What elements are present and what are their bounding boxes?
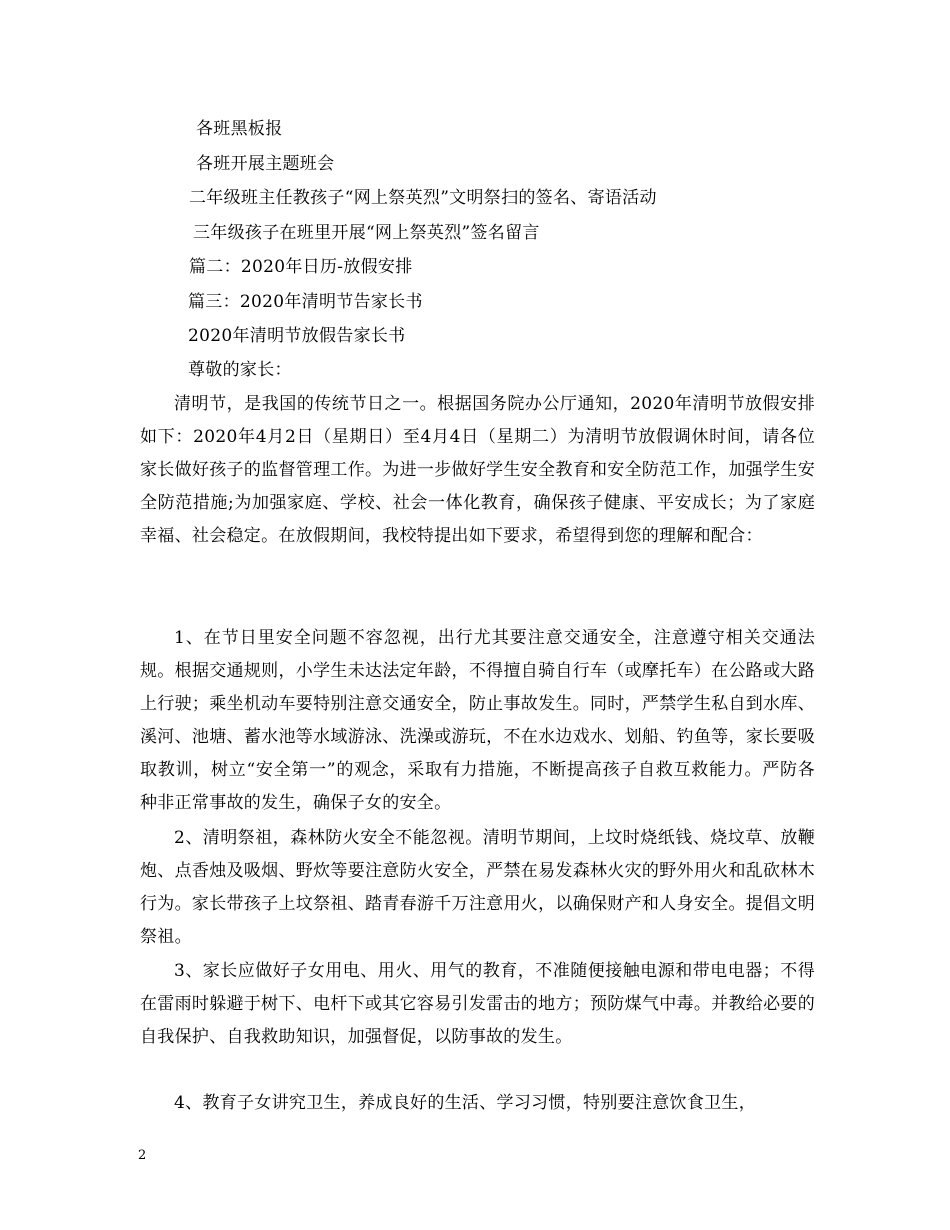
section-heading-3: 篇三：2020年清明节告家长书 bbox=[188, 292, 423, 312]
text-line-3: 二年级班主任教孩子“网上祭英烈”文明祭扫的签名、寄语活动 bbox=[189, 188, 657, 208]
paragraph-item-2: 2、清明祭祖，森林防火安全不能忽视。清明节期间，上坟时烧纸钱、烧坟草、放鞭炮、点香烛及吸烟、野炊等要注意防火安全，严禁在易发森林火灾的野外用火和乱砍林木行为。家长带孩子上坟祭祖、踏青春游千万注意用火，以确保财产和人身安全。提倡文明祭祖。 bbox=[140, 828, 815, 947]
letter-title: 2020年清明节放假告家长书 bbox=[188, 326, 406, 346]
letter-salutation: 尊敬的家长： bbox=[188, 360, 292, 380]
paragraph-item-4: 4、教育子女讲究卫生，养成良好的生活、学习习惯，特别要注意饮食卫生， bbox=[174, 1093, 757, 1113]
text-line-1: 各班黑板报 bbox=[196, 119, 283, 139]
paragraph-item-3: 3、家长应做好子女用电、用火、用气的教育，不准随便接触电源和带电电器；不得在雷雨时躲避于树下、电杆下或其它容易引发雷击的地方；预防煤气中毒。并教给必要的自我保护、自我救助知识，加强督促，以防事故的发生。 bbox=[140, 961, 815, 1047]
section-heading-2: 篇二：2020年日历-放假安排 bbox=[189, 257, 413, 277]
text-line-2: 各班开展主题班会 bbox=[196, 154, 335, 174]
text-line-4: 三年级孩子在班里开展“网上祭英烈”签名留言 bbox=[193, 223, 540, 243]
paragraph-item-1: 1、在节日里安全问题不容忽视，出行尤其要注意交通安全，注意遵守相关交通法规。根据交通规则，小学生未达法定年龄，不得擅自骑自行车（或摩托车）在公路或大路上行驶；乘坐机动车要特别注意交通安全，防止事故发生。同时，严禁学生私自到水库、溪河、池塘、蓄水池等水域游泳、洗澡或游玩，不在水边戏水、划船、钓鱼等，家长要吸取教训，树立“安全第一”的观念，采取有力措施，不断提高孩子自救互救能力。严防各种非正常事故的发生，确保子女的安全。 bbox=[140, 628, 815, 813]
paragraph-intro: 清明节，是我国的传统节日之一。根据国务院办公厅通知，2020年清明节放假安排如下：2020年4月2日（星期日）至4月4日（星期二）为清明节放假调休时间，请各位家长做好孩子的监督管理工作。为进一步做好学生安全教育和安全防范工作，加强学生安全防范措施;为加强家庭、学校、社会一体化教育，确保孩子健康、平安成长；为了家庭幸福、社会稳定。在放假期间，我校特提出如下要求，希望得到您的理解和配合： bbox=[140, 394, 815, 546]
page-number: 2 bbox=[138, 1148, 147, 1163]
